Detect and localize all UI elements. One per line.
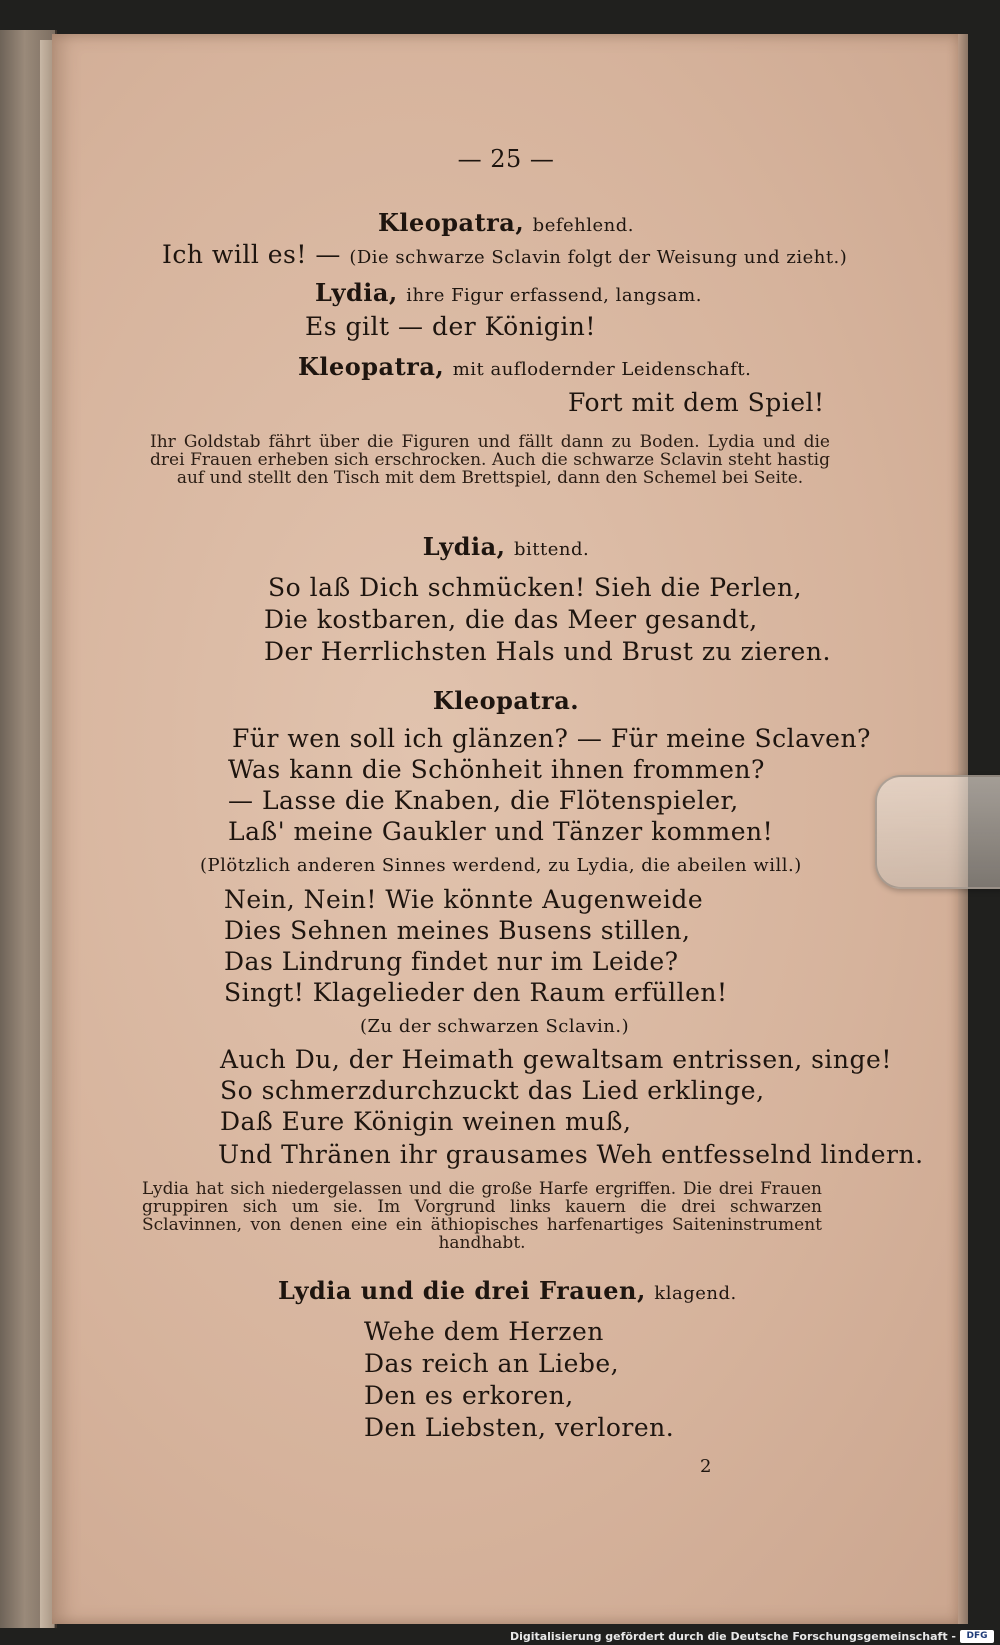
speaker-name: Lydia,: [315, 278, 398, 307]
verse-line: Für wen soll ich glänzen? — Für meine Sclaven?: [232, 724, 871, 753]
speaker-name: Kleopatra.: [432, 686, 580, 715]
inline-direction: (Plötzlich anderen Sinnes werdend, zu Lydia, die abeilen will.): [200, 855, 802, 876]
verse-text: Ich will es! —: [162, 240, 350, 269]
verse-line: Das reich an Liebe,: [364, 1349, 620, 1378]
speaker-direction: klagend.: [654, 1283, 737, 1304]
page-clip: [875, 775, 1000, 889]
verse-line: So schmerzdurchzuckt das Lied erklinge,: [220, 1076, 765, 1105]
stage-direction: Ihr Goldstab fährt über die Figuren und fällt dann zu Boden. Lydia und die drei Frauen erheben sich erschrocken. Auch die schwarze Sclavin steht hastig auf und stellt den Tisch mit dem Brettspiel, dann den Schemel bei Seite.: [150, 432, 830, 488]
signature-mark: 2: [700, 1456, 712, 1477]
verse-line: Das Lindrung findet nur im Leide?: [224, 947, 679, 976]
speaker-direction: bittend.: [513, 539, 590, 560]
verse-line: Die kostbaren, die das Meer gesandt,: [264, 605, 758, 634]
verse-line: Es gilt — der Königin!: [305, 312, 596, 341]
verse-line: Nein, Nein! Wie könnte Augenweide: [224, 885, 704, 914]
page-header: — 25 —: [457, 145, 555, 173]
verse-line: — Lasse die Knaben, die Flötenspieler,: [228, 786, 739, 815]
inline-direction: (Zu der schwarzen Sclavin.): [360, 1016, 630, 1037]
speaker-direction: mit auflodernder Leidenschaft.: [452, 359, 752, 380]
speaker-name: Lydia und die drei Frauen,: [278, 1276, 646, 1305]
speaker-name: Lydia,: [422, 532, 506, 561]
funding-notice: Digitalisierung gefördert durch die Deutsche Forschungsgemeinschaft -: [509, 1630, 956, 1643]
speaker-line: [278, 1276, 737, 1305]
verse-line: Der Herrlichsten Hals und Brust zu zieren.: [264, 637, 831, 666]
speaker-line: [52, 208, 960, 237]
speaker-direction: ihre Figur erfassend, langsam.: [406, 285, 702, 306]
verse-line: Fort mit dem Spiel!: [568, 388, 825, 417]
verse-line: Den es erkoren,: [364, 1381, 574, 1410]
verse-line: [162, 240, 847, 269]
verse-line: Daß Eure Königin weinen muß,: [220, 1107, 632, 1136]
verse-line: Und Thränen ihr grausames Weh entfesselnd lindern.: [218, 1140, 924, 1169]
verse-line: Dies Sehnen meines Busens stillen,: [224, 916, 691, 945]
speaker-line: [298, 352, 751, 381]
verse-line: Auch Du, der Heimath gewaltsam entrissen, singe!: [220, 1045, 892, 1074]
verse-line: So laß Dich schmücken! Sieh die Perlen,: [268, 573, 803, 602]
verse-line: Laß' meine Gaukler und Tänzer kommen!: [228, 817, 774, 846]
verse-line: Wehe dem Herzen: [364, 1317, 604, 1346]
speaker-name: Kleopatra,: [377, 208, 525, 237]
stage-direction: Lydia hat sich niedergelassen und die große Harfe ergriffen. Die drei Frauen gruppiren sich um sie. Im Vorgrund links kauern die drei schwarzen Sclavinnen, von denen eine ein äthiopisches harfenartiges Saiteninstrument handhabt.: [142, 1179, 822, 1253]
speaker-line: [315, 278, 702, 307]
speaker-line: [52, 686, 960, 715]
verse-line: Singt! Klagelieder den Raum erfüllen!: [224, 978, 728, 1007]
speaker-direction: befehlend.: [532, 215, 634, 236]
verse-line: Den Liebsten, verloren.: [364, 1413, 675, 1442]
inline-direction: (Die schwarze Sclavin folgt der Weisung und zieht.): [349, 247, 848, 268]
dfg-logo: DFG: [960, 1630, 994, 1643]
speaker-name: Kleopatra,: [298, 352, 445, 381]
speaker-line: [52, 532, 960, 561]
verse-line: Was kann die Schönheit ihnen frommen?: [228, 755, 765, 784]
